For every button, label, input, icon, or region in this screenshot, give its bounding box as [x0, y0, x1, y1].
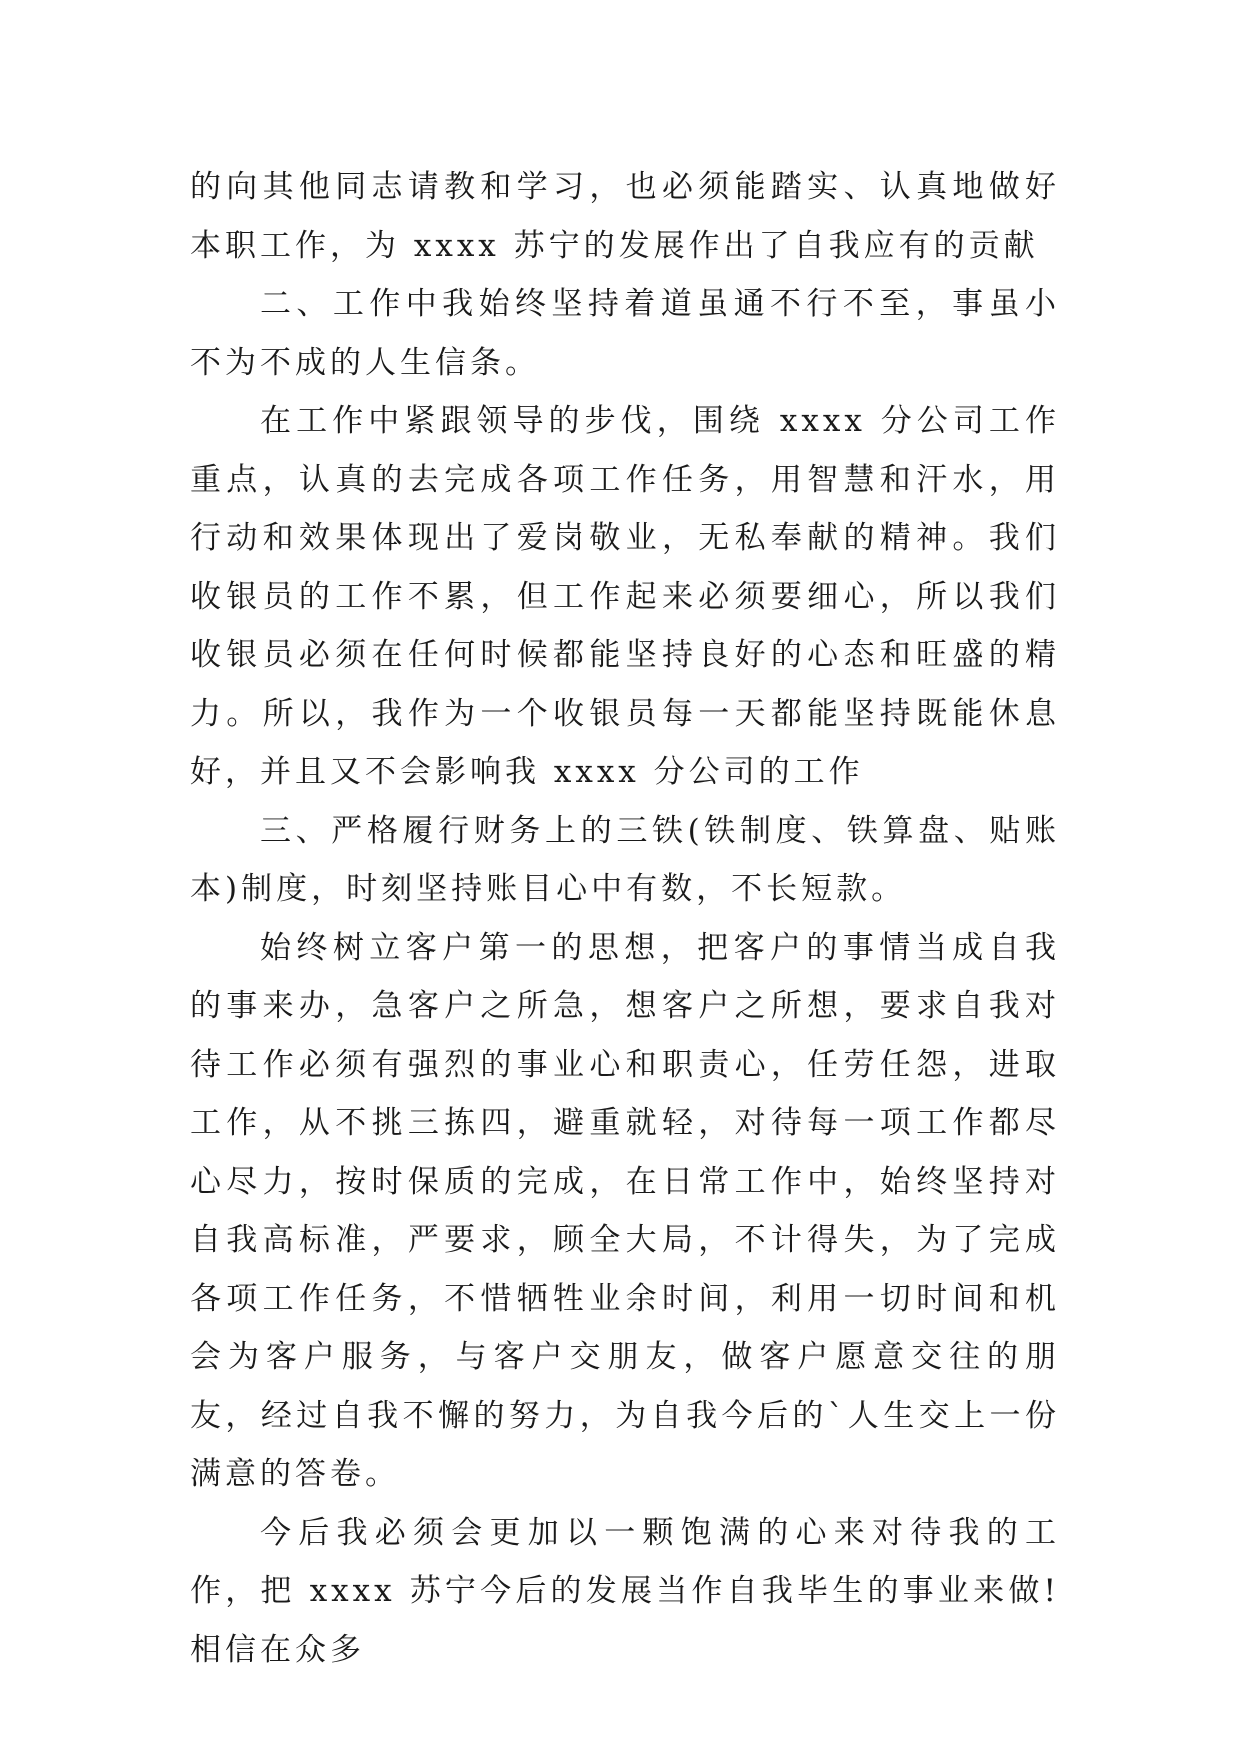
paragraph-2: 二、工作中我始终坚持着道虽通不行不至，事虽小不为不成的人生信条。 — [190, 286, 1060, 381]
paragraph-1: 的向其他同志请教和学习，也必须能踏实、认真地做好本职工作，为 xxxx 苏宁的发展作出了自我应有的贡献 — [190, 169, 1060, 264]
paragraph-4: 三、严格履行财务上的三铁(铁制度、铁算盘、贴账本)制度，时刻坚持账目心中有数，不长短款。 — [190, 812, 1060, 907]
paragraph-5: 始终树立客户第一的思想，把客户的事情当成自我的事来办，急客户之所急，想客户之所想，要求自我对待工作必须有强烈的事业心和职责心，任劳任怨，进取工作，从不挑三拣四，避重就轻，对待每一项工作都尽心尽力，按时保质的完成，在日常工作中，始终坚持对自我高标准，严要求，顾全大局，不计得失，为了完成各项工作任务，不惜牺牲业余时间，利用一切时间和机会为客户服务，与客户交朋友，做客户愿意交往的朋友，经过自我不懈的努力，为自我今后的`人生交上一份满意的答卷。 — [190, 929, 1060, 1492]
paragraph-3: 在工作中紧跟领导的步伐，围绕 xxxx 分公司工作重点，认真的去完成各项工作任务，用智慧和汗水，用行动和效果体现出了爱岗敬业，无私奉献的精神。我们收银员的工作不累，但工作起来必须要细心，所以我们收银员必须在任何时候都能坚持良好的心态和旺盛的精力。所以，我作为一个收银员每一天都能坚持既能休息好，并且又不会影响我 xxxx 分公司的工作 — [190, 403, 1060, 790]
document-body — [190, 158, 1060, 1679]
paragraph-6: 今后我必须会更加以一颗饱满的心来对待我的工作，把 xxxx 苏宁今后的发展当作自我毕生的事业来做!相信在众多 — [190, 1514, 1060, 1668]
